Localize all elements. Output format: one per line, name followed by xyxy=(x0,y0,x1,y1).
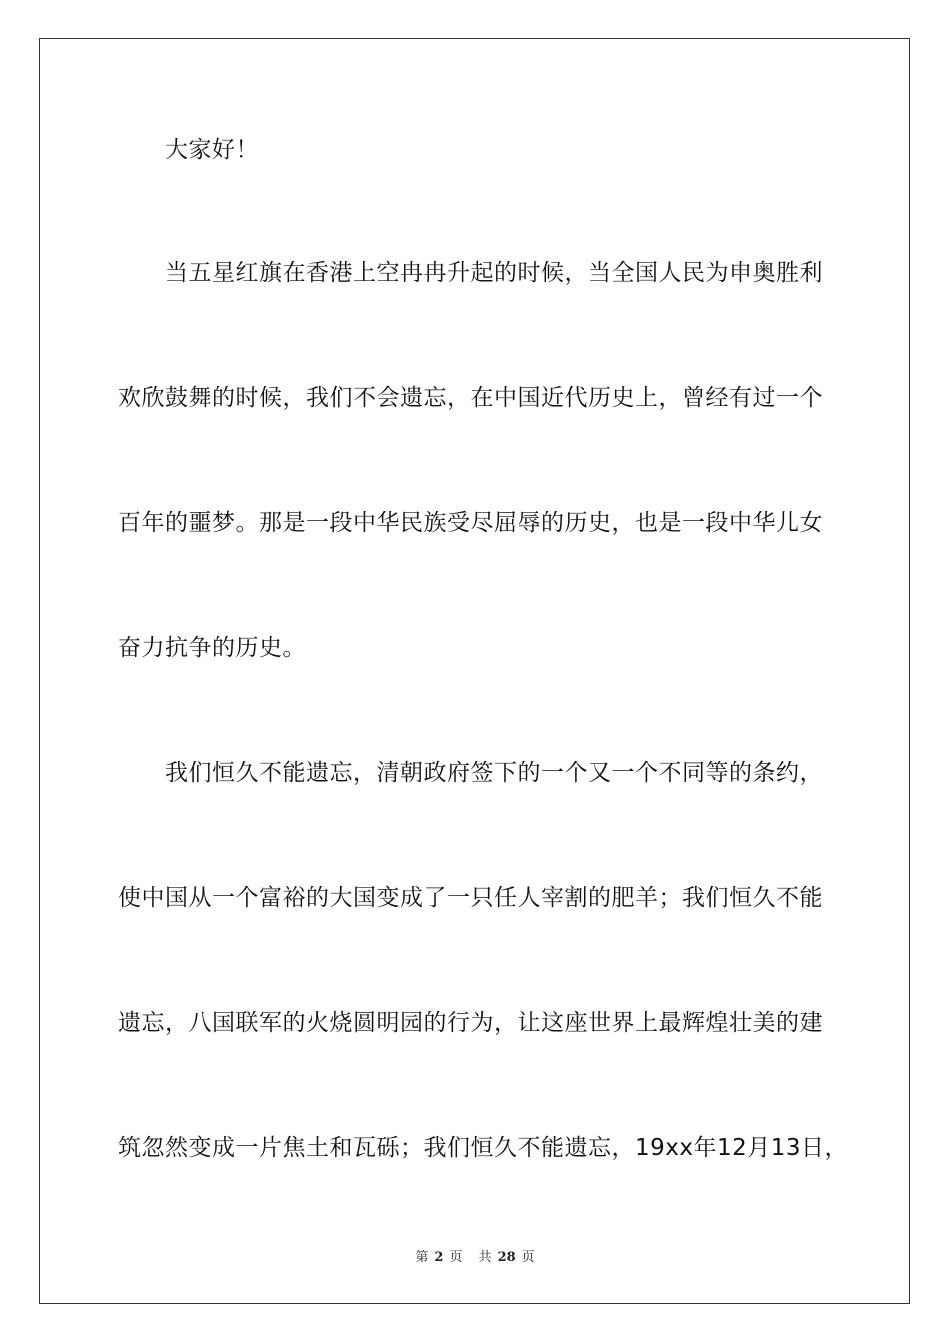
page-footer xyxy=(0,1246,950,1265)
text-line: 筑忽然变成一片焦土和瓦砾；我们恒久不能遗忘，19xx年12月13日， xyxy=(118,1135,849,1161)
total-prefix: 共 xyxy=(478,1250,492,1265)
text-line: 使中国从一个富裕的大国变成了一只任人宰割的肥羊；我们恒久不能 xyxy=(118,885,823,911)
page-frame xyxy=(39,38,910,1304)
text-line: 百年的噩梦。那是一段中华民族受尽屈辱的历史，也是一段中华儿女 xyxy=(118,510,823,536)
text-line: 当五星红旗在香港上空冉冉升起的时候，当全国人民为申奥胜利 xyxy=(165,260,823,286)
text-line: 奋力抗争的历史。 xyxy=(118,635,306,661)
total-pages: 28 xyxy=(497,1250,516,1265)
total-pages-indicator xyxy=(476,1250,538,1265)
text-line: 遗忘，八国联军的火烧圆明园的行为，让这座世界上最辉煌壮美的建 xyxy=(118,1010,823,1036)
page-number: 2 xyxy=(434,1250,444,1265)
text-line-greeting: 大家好！ xyxy=(165,137,259,163)
text-line: 我们恒久不能遗忘，清朝政府签下的一个又一个不同等的条约， xyxy=(165,760,823,786)
total-suffix: 页 xyxy=(521,1250,535,1265)
page-suffix: 页 xyxy=(449,1250,463,1265)
text-line: 欢欣鼓舞的时候，我们不会遗忘，在中国近代历史上，曾经有过一个 xyxy=(118,385,823,411)
page-indicator xyxy=(412,1250,465,1265)
page-prefix: 第 xyxy=(415,1250,429,1265)
